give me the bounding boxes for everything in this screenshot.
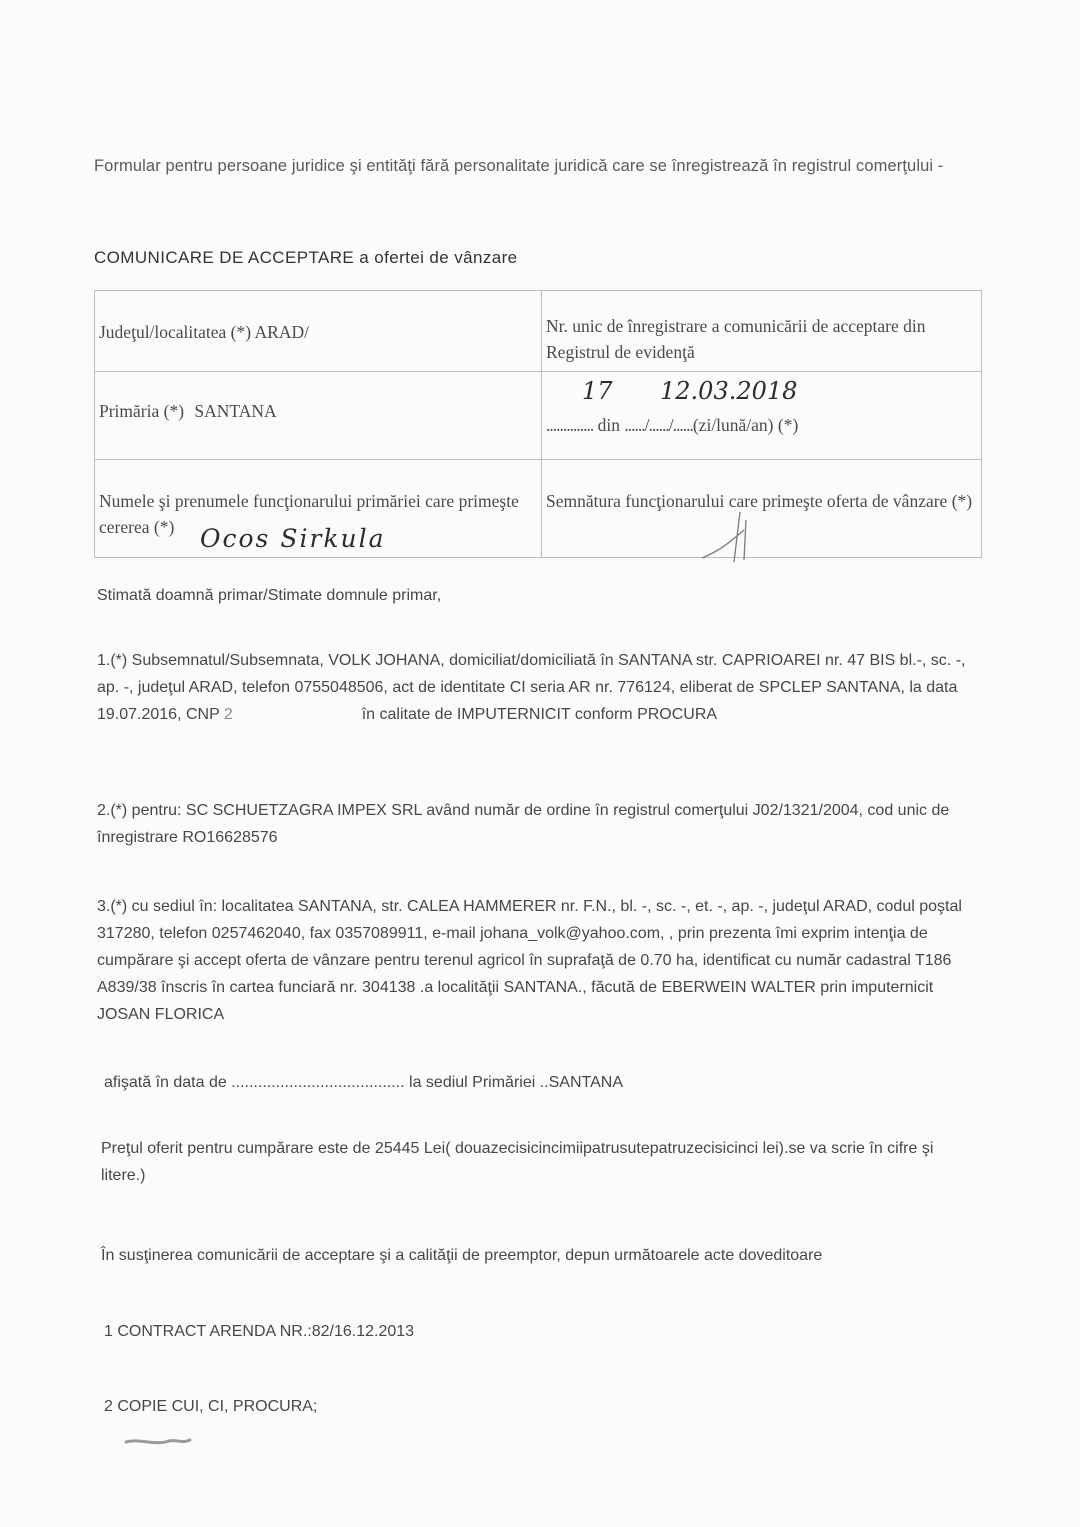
semnatura-cell — [542, 460, 982, 558]
nr-date-cell — [542, 372, 982, 460]
date-format: (zi/lună/an) (*) — [692, 415, 799, 435]
date-dots: ....../....../...... — [624, 415, 693, 435]
primaria-label: Primăria (*) — [99, 401, 185, 421]
ink-smudge — [124, 1432, 194, 1452]
paragraph-1-role: în calitate de IMPUTERNICIT conform PROCURA — [361, 706, 718, 723]
sustinere-line: În susţinerea comunicării de acceptare şi a calităţii de preemptor, depun următoarele acte doveditoare — [101, 1247, 823, 1264]
handwritten-functionar-name: Ocos Sirkula — [200, 524, 386, 553]
functionar-label: Numele şi prenumele funcţionarului primăriei care primeşte cererea (*) — [99, 491, 519, 537]
cnp-partial: 2 — [223, 706, 233, 723]
primaria-cell — [95, 372, 542, 460]
judet-value: ARAD/ — [254, 322, 309, 342]
semnatura-label: Semnătura funcţionarului care primeşte oferta de vânzare (*) — [546, 491, 973, 511]
din-label: din — [597, 415, 620, 435]
salutation: Stimată doamnă primar/Stimate domnule primar, — [97, 587, 442, 604]
paragraph-3: 3.(*) cu sediul în: localitatea SANTANA, str. CALEA HAMMERER nr. F.N., bl. -, sc. -, et. -, ap. -, judeţul ARAD, codul poştal 317280, telefon 0257462040, fax 0357089911, e-mail johana_volk@yahoo.com, , prin prezenta îmi exprim intenţia de cumpărare şi accept oferta de vânzare pentru terenul agricol în suprafaţă de 0.70 ha, identificat cu număr cadastral T186 A839/38 înscris în cartea funciară nr. 304138 .a localităţii SANTANA., făcută de EBERWEIN WALTER prin imputernicit JOSAN FLORICA — [97, 898, 962, 1023]
registration-table — [94, 290, 982, 558]
nr-dots: .............. — [546, 415, 594, 435]
primaria-value: SANTANA — [194, 401, 277, 421]
paragraph-1 — [97, 647, 977, 728]
afisata-line: afişată în data de ....................................... la sediul Primăriei ..SANTANA — [104, 1074, 623, 1091]
signature-scribble — [692, 500, 782, 570]
form-intro: Formular pentru persoane juridice şi entităţi fără personalitate juridică care se înregistrează în registrul comerţului - — [94, 157, 944, 175]
handwritten-date: 12.03.2018 — [660, 377, 798, 405]
paragraph-2: 2.(*) pentru: SC SCHUETZAGRA IMPEX SRL având număr de ordine în registrul comerţului J02/1321/2004, cod unic de înregistrare RO16628576 — [97, 802, 950, 846]
handwritten-nr: 17 — [582, 377, 613, 405]
document-title: COMUNICARE DE ACCEPTARE a ofertei de vânzare — [94, 248, 518, 267]
document-1: 1 CONTRACT ARENDA NR.:82/16.12.2013 — [104, 1323, 415, 1340]
nr-unic-cell — [542, 291, 982, 372]
judet-label: Judeţul/localitatea (*) — [99, 322, 252, 342]
nr-unic-label: Nr. unic de înregistrare a comunicării de acceptare din Registrul de evidenţă — [546, 316, 926, 362]
judet-cell — [95, 291, 542, 372]
functionar-cell — [95, 460, 542, 558]
paragraph-1-text: 1.(*) Subsemnatul/Subsemnata, VOLK JOHANA, domiciliat/domiciliată în SANTANA str. CAPRIOAREI nr. 47 BIS bl.-, sc. -, ap. -, judeţul ARAD, telefon 0755048506, act de identitate CI seria AR nr. 776124, eliberat de SPCLEP SANTANA, la data 19.07.2016, CNP — [97, 652, 966, 723]
pret-paragraph: Preţul oferit pentru cumpărare este de 25445 Lei( douazecisicincimiipatrusutepatruzecisicinci lei).se va scrie în cifre şi litere.) — [101, 1140, 934, 1184]
document-2: 2 COPIE CUI, CI, PROCURA; — [104, 1398, 318, 1415]
